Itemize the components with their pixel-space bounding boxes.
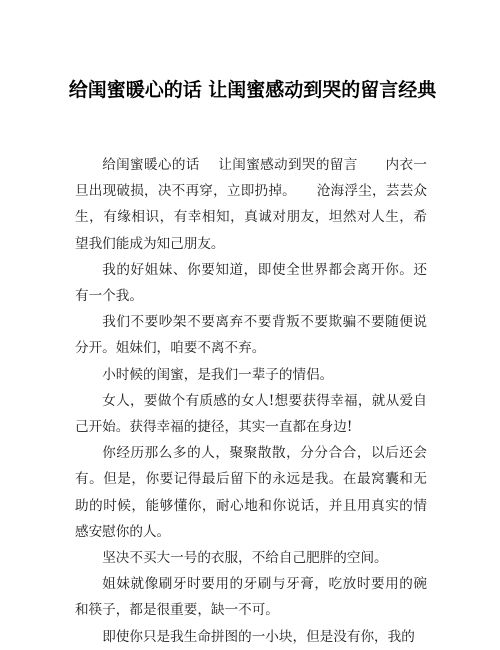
paragraph: 姐妹就像刷牙时要用的牙刷与牙膏，吃放时要用的碗和筷子，都是很重要，缺一不可。 (75, 576, 427, 619)
paragraph: 你经历那么多的人，聚聚散散，分分合合，以后还会有。但是，你要记得最后留下的永远是我。在最窝囊和无助的时候，能够懂你，耐心地和你说话，并且用真实的情感安慰你的人。 (75, 445, 427, 540)
document-body (75, 152, 427, 650)
paragraph: 坚决不买大一号的衣服，不给自己肥胖的空间。 (102, 550, 388, 567)
paragraph: 女人，要做个有质感的女人!想要获得幸福，就从爱自己开始。获得幸福的捷径，其实一直都在身边! (75, 392, 427, 436)
paragraph: 我的好姐妹、你要知道，即使全世界都会离开你。还有一个我。 (75, 261, 427, 305)
paragraph: 小时候的闺蜜，是我们一辈子的情侣。 (102, 366, 334, 383)
document-title: 给闺蜜暖心的话 让闺蜜感动到哭的留言经典 (68, 79, 437, 101)
paragraph: 我们不要吵架不要离弃不要背叛不要欺骗不要随便说分开。姐妹们，咱要不离不弃。 (75, 314, 427, 357)
paragraph: 即使你只是我生命拼图的一小块，但是没有你，我的 (102, 628, 415, 645)
paragraph: 给闺蜜暖心的话 让闺蜜感动到哭的留言 内衣一旦出现破损，决不再穿，立即扔掉。 沧海浮尘，芸芸众生，有缘相识，有幸相知，真诚对朋友，坦然对人生，希望我们能成为知己朋友。 (75, 157, 427, 252)
